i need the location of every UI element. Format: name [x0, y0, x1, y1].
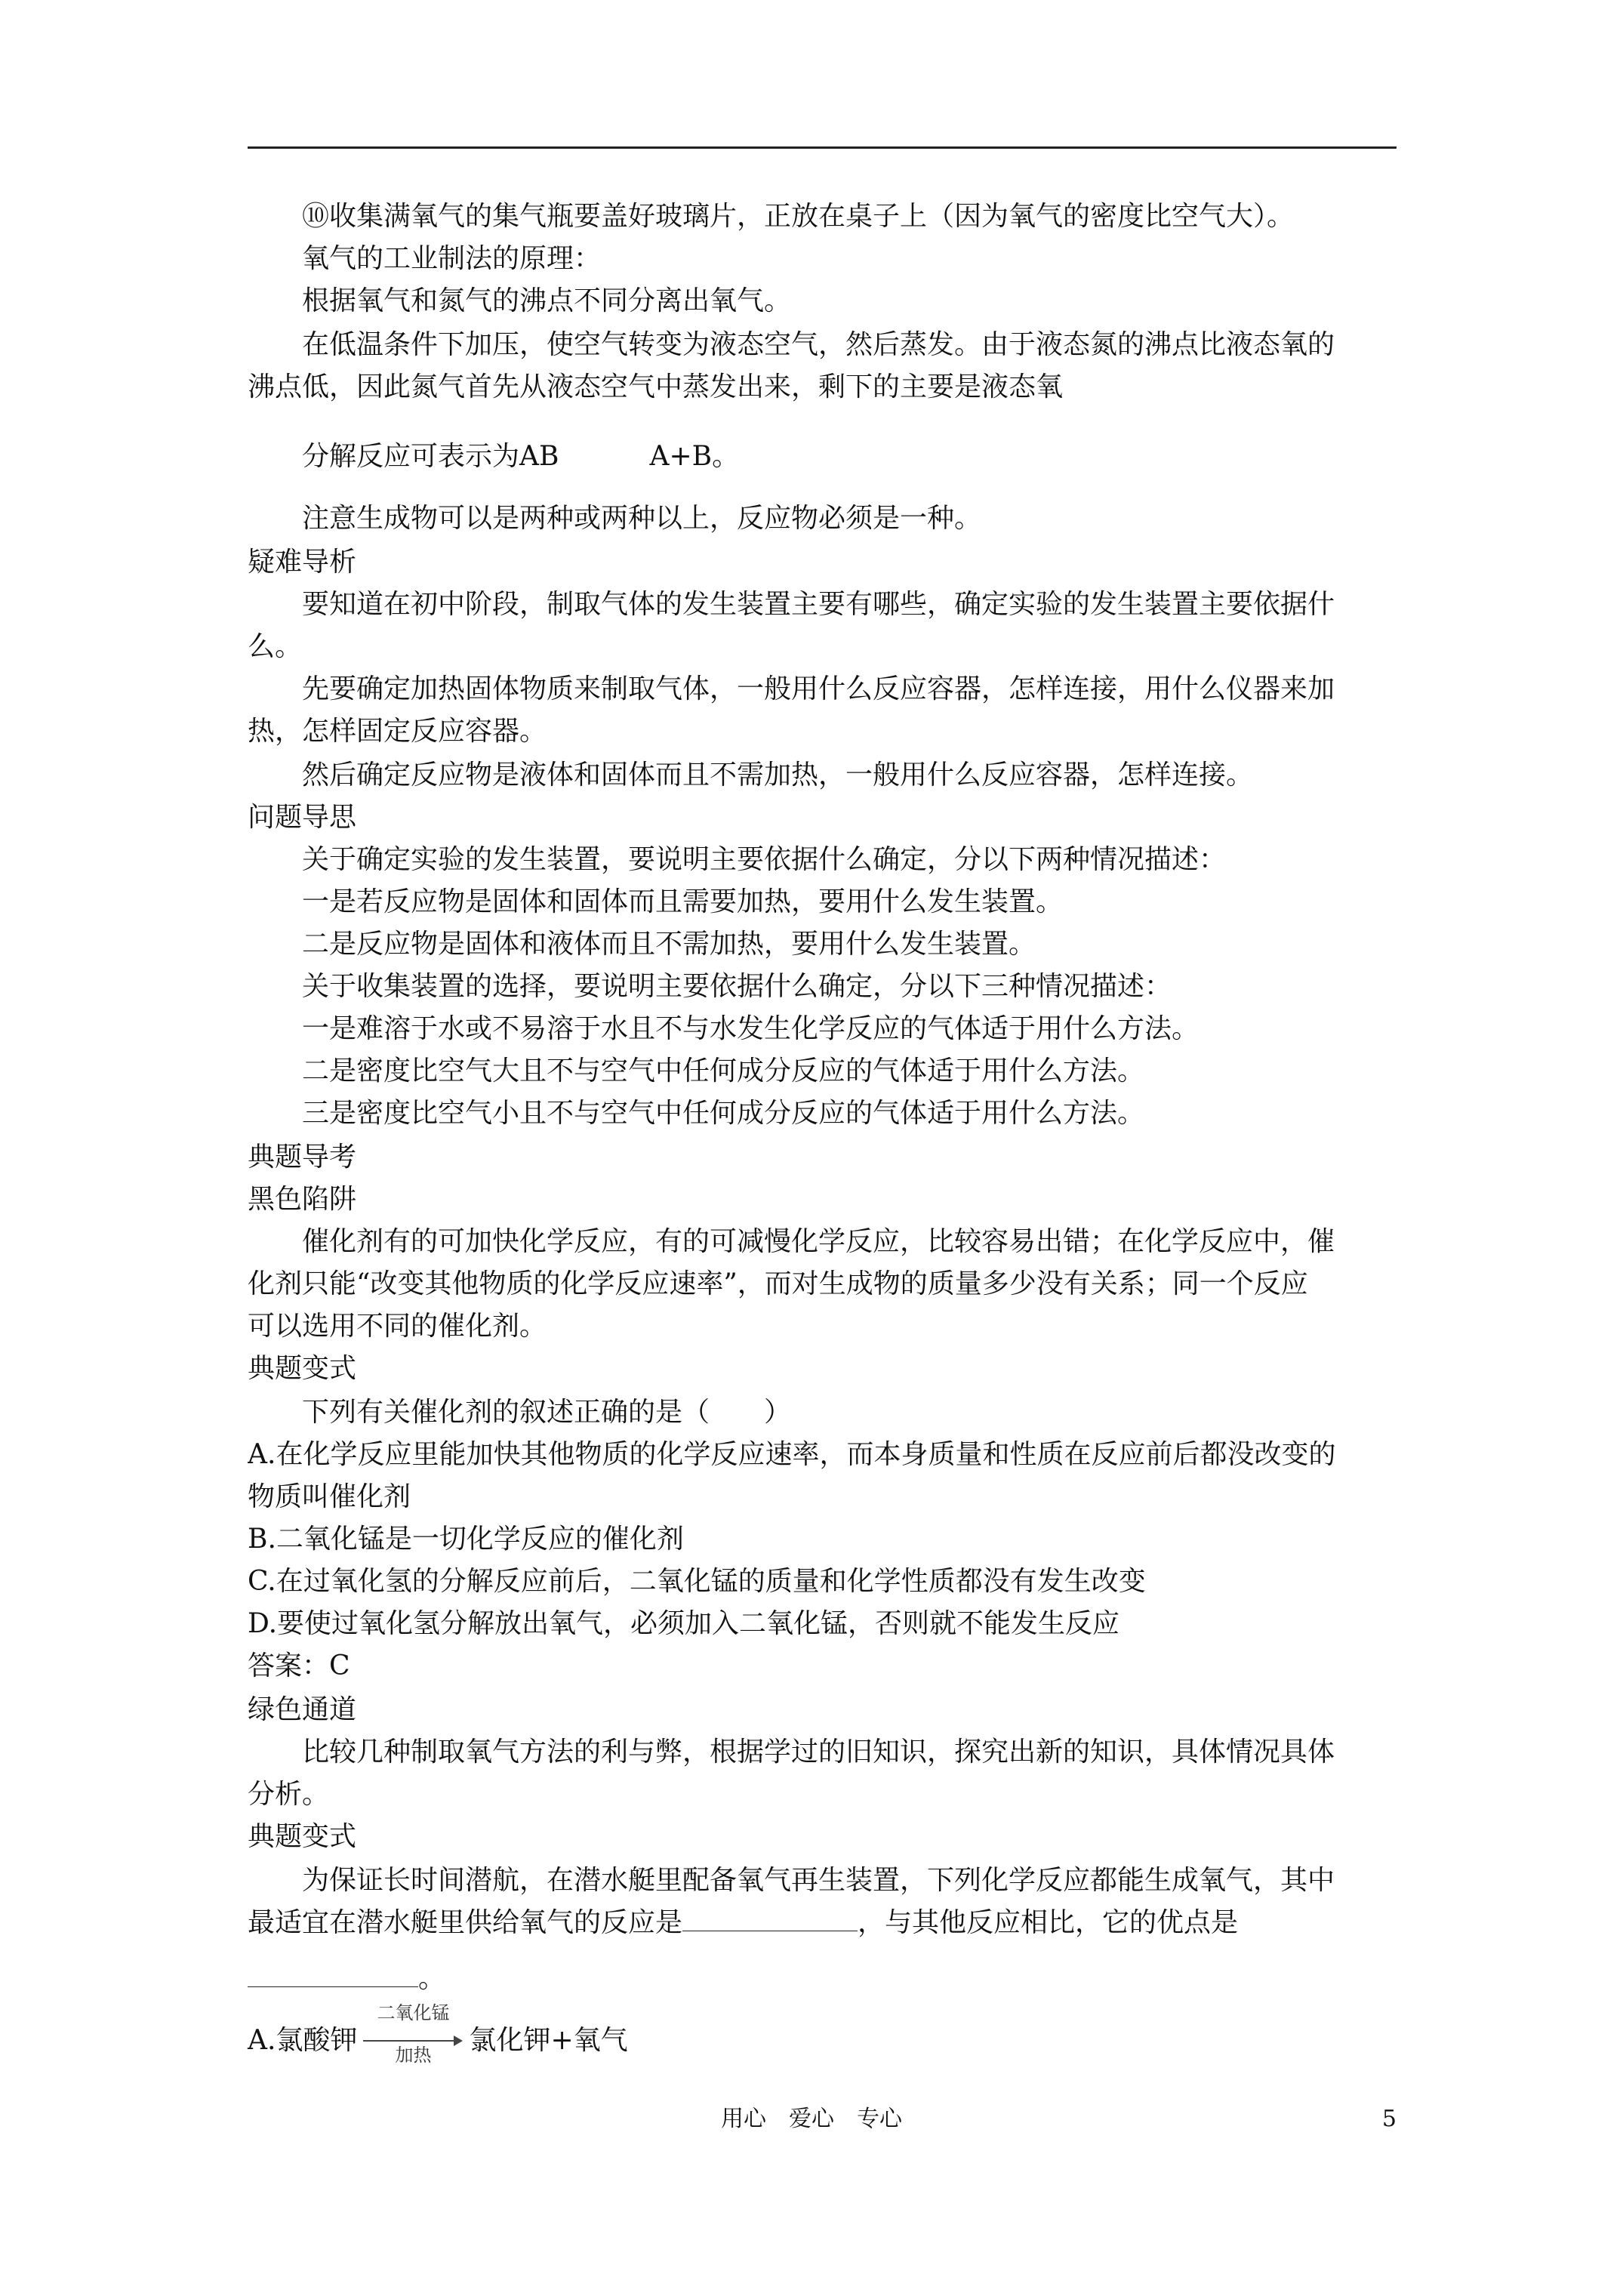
- paragraph: 注意生成物可以是两种或两种以上，反应物必须是一种。: [302, 503, 982, 534]
- paragraph: 在低温条件下加压，使空气转变为液态空气，然后蒸发。由于液态氮的沸点比液态氧的: [302, 329, 1335, 360]
- subheading: 氧气的工业制法的原理：: [302, 243, 602, 274]
- reaction-arrow: [360, 2002, 466, 2066]
- section-title: 典题变式: [248, 1821, 357, 1852]
- page-footer: [0, 2100, 1623, 2138]
- section-title: 问题导思: [248, 802, 357, 833]
- equation-suffix: A+B。: [649, 441, 740, 472]
- section-title: 黑色陷阱: [248, 1184, 357, 1215]
- question-stem: 为保证长时间潜航，在潜水艇里配备氧气再生装置，下列化学反应都能生成氧气，其中: [302, 1865, 1335, 1896]
- page-number: 5: [1381, 2106, 1397, 2132]
- question-stem: 下列有关催化剂的叙述正确的是（ ）: [302, 1397, 792, 1428]
- stem-text: 。: [418, 1963, 446, 1994]
- option-d: D.要使过氧化氢分解放出氧气，必须加入二氧化锰，否则就不能发生反应: [248, 1608, 1120, 1639]
- stem-text: 最适宜在潜水艇里供给氧气的反应是: [248, 1907, 683, 1938]
- header-rule: [248, 146, 1397, 149]
- paragraph: 比较几种制取氧气方法的利与弊，根据学过的旧知识，探究出新的知识，具体情况具体: [302, 1737, 1335, 1767]
- paragraph: 可以选用不同的催化剂。: [248, 1311, 547, 1342]
- paragraph: ⑩收集满氧气的集气瓶要盖好玻璃片，正放在桌子上（因为氧气的密度比空气大）。: [302, 201, 1295, 232]
- product: 氯化钾+氧气: [469, 2025, 628, 2056]
- section-title: 绿色通道: [248, 1694, 357, 1725]
- arrow-shaft: [363, 2040, 458, 2042]
- paragraph: 一是难溶于水或不易溶于水且不与水发生化学反应的气体适于用什么方法。: [302, 1013, 1200, 1044]
- paragraph: 二是密度比空气大且不与空气中任何成分反应的气体适于用什么方法。: [302, 1056, 1145, 1086]
- paragraph: 化剂只能“改变其他物质的化学反应速率”，而对生成物的质量多少没有关系；同一个反应: [248, 1268, 1308, 1299]
- paragraph: 三是密度比空气小且不与空气中任何成分反应的气体适于用什么方法。: [302, 1098, 1145, 1129]
- answer-blank-1: [682, 1906, 858, 1931]
- option-c: C.在过氧化氢的分解反应前后，二氧化锰的质量和化学性质都没有发生改变: [248, 1566, 1146, 1597]
- question-stem-end: [248, 1960, 1397, 1998]
- paragraph: 一是若反应物是固体和固体而且需要加热，要用什么发生装置。: [302, 886, 1064, 917]
- option-a-cont: 物质叫催化剂: [248, 1481, 411, 1512]
- option-b: B.二氧化锰是一切化学反应的催化剂: [248, 1524, 684, 1555]
- paragraph: 分析。: [248, 1779, 330, 1810]
- option-a: A.在化学反应里能加快其他物质的化学反应速率，而本身质量和性质在反应前后都没改变的: [248, 1439, 1336, 1470]
- paragraph: 要知道在初中阶段，制取气体的发生装置主要有哪些，确定实验的发生装置主要依据什: [302, 589, 1335, 620]
- section-title: 疑难导析: [248, 547, 357, 578]
- paragraph: 先要确定加热固体物质来制取气体，一般用什么反应容器，怎样连接，用什么仪器来加: [302, 673, 1335, 704]
- equation-line: [248, 438, 1397, 476]
- paragraph: 根据氧气和氮气的沸点不同分离出氧气。: [302, 285, 792, 316]
- question-stem-cont: [248, 1904, 1397, 1942]
- paragraph: 二是反应物是固体和液体而且不需加热，要用什么发生装置。: [302, 929, 1036, 960]
- stem-text: ，与其他反应相比，它的优点是: [858, 1907, 1239, 1938]
- equation-prefix: 分解反应可表示为AB: [302, 441, 559, 472]
- condition-label: 加热: [395, 2045, 432, 2066]
- answer-blank-2: [248, 1962, 418, 1987]
- paragraph: 催化剂有的可加快化学反应，有的可减慢化学反应，比较容易出错；在化学反应中，催: [302, 1226, 1335, 1257]
- footer-motto: 用心 爱心 专心: [721, 2106, 902, 2132]
- paragraph: 关于确定实验的发生装置，要说明主要依据什么确定，分以下两种情况描述：: [302, 844, 1227, 875]
- option-a-reaction: [248, 2002, 1397, 2066]
- paragraph: 么。: [248, 631, 303, 662]
- paragraph: 然后确定反应物是液体和固体而且不需加热，一般用什么反应容器，怎样连接。: [302, 760, 1254, 791]
- paragraph: 热，怎样固定反应容器。: [248, 716, 547, 747]
- answer: 答案：C: [248, 1650, 350, 1681]
- reactant: A.氯酸钾: [248, 2025, 358, 2056]
- catalyst-label: 二氧化锰: [377, 2002, 450, 2023]
- section-title: 典题导考: [248, 1142, 357, 1173]
- section-title: 典题变式: [248, 1353, 357, 1384]
- paragraph: 沸点低，因此氮气首先从液态空气中蒸发出来，剩下的主要是液态氧: [248, 371, 1064, 402]
- paragraph: 关于收集装置的选择，要说明主要依据什么确定，分以下三种情况描述：: [302, 971, 1172, 1002]
